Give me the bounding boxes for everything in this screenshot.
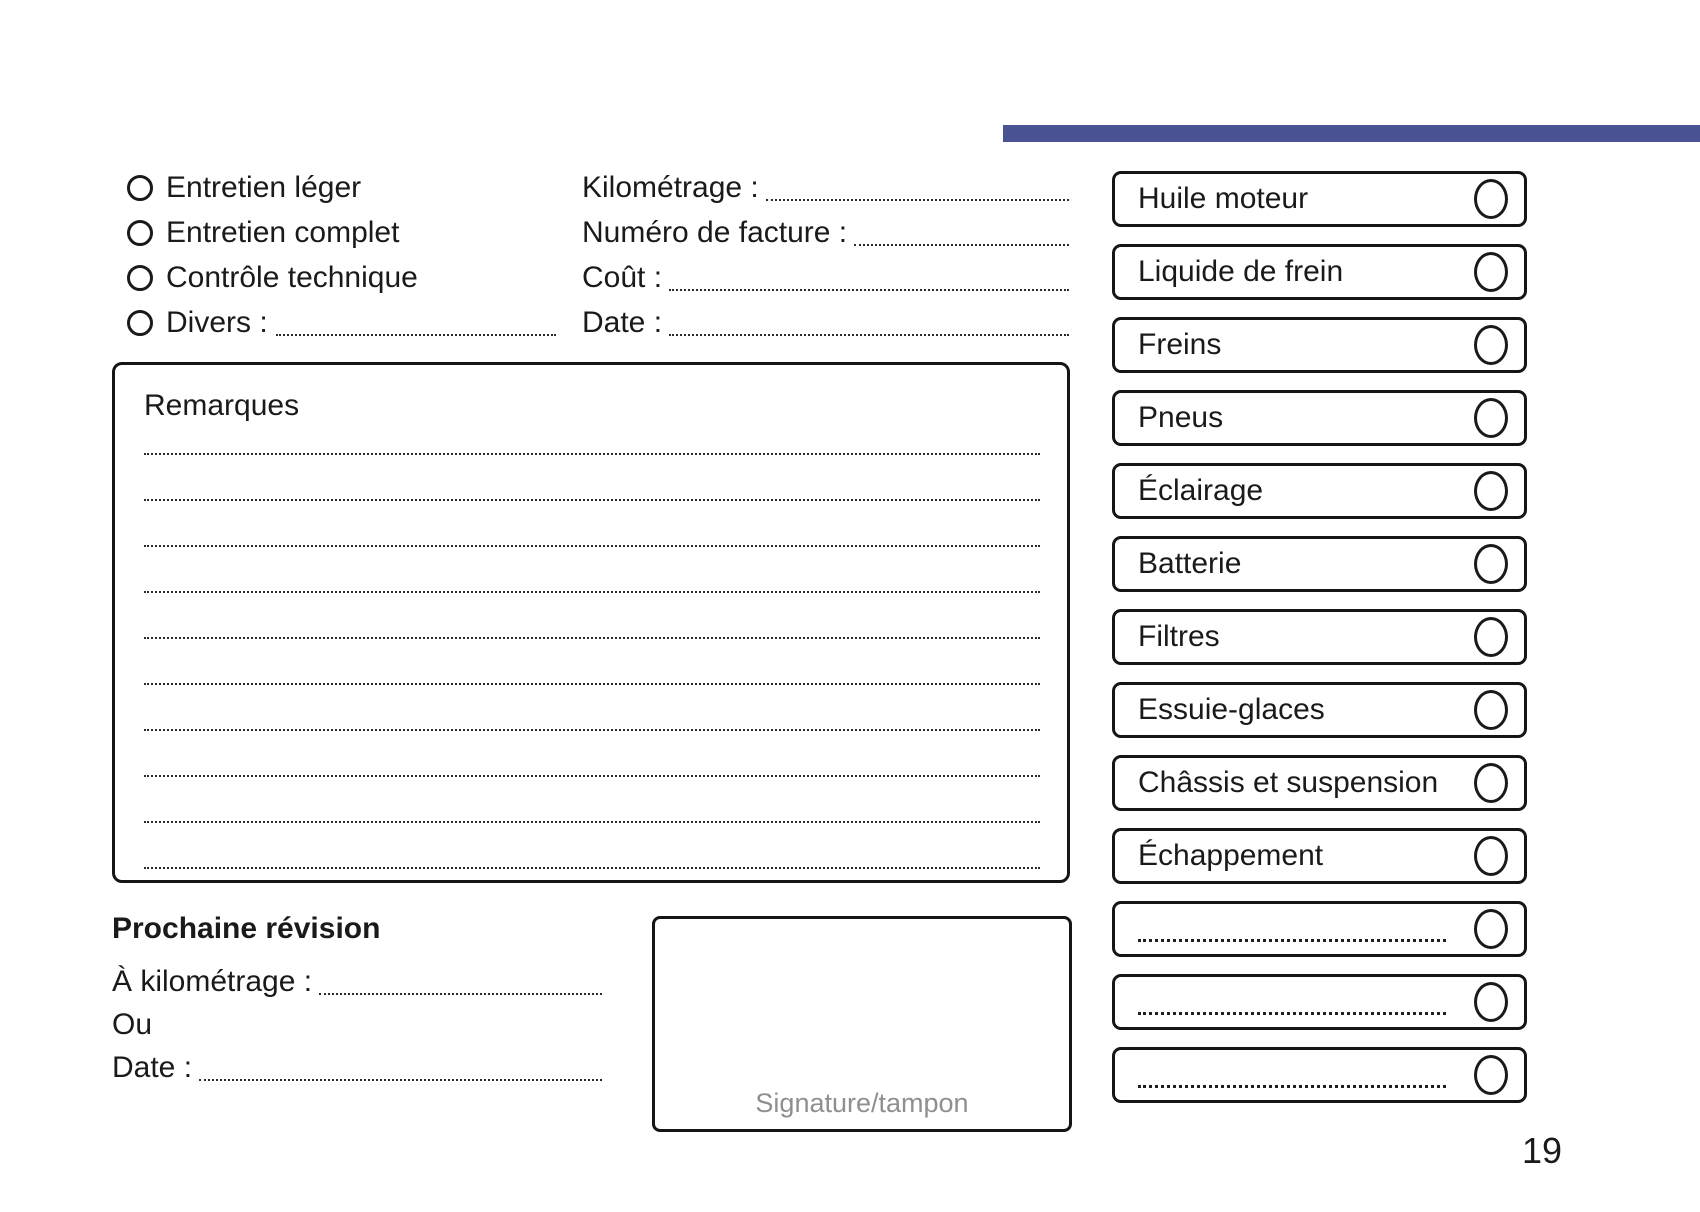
check-circle-icon[interactable] [1474, 544, 1508, 584]
checklist-item-label: Batterie [1138, 547, 1242, 580]
dotted-write-in-line[interactable] [276, 334, 556, 336]
remarks-ruled-line[interactable] [144, 639, 1040, 685]
service-info-fields [582, 165, 1069, 345]
dotted-write-in-line[interactable] [669, 289, 1069, 291]
remarks-title: Remarques [144, 389, 300, 422]
checklist-item [1112, 463, 1527, 519]
dotted-write-in-line[interactable] [199, 1079, 602, 1081]
checklist-item-label: Filtres [1138, 620, 1220, 653]
dotted-write-in-line[interactable] [1138, 1012, 1446, 1015]
signature-box-label: Signature/tampon [755, 1088, 969, 1118]
remarks-ruled-line[interactable] [144, 547, 1040, 593]
field-label: Ou [112, 1007, 153, 1041]
remarks-ruled-line[interactable] [144, 501, 1040, 547]
checklist-item-label: Châssis et suspension [1138, 766, 1439, 799]
remarks-ruled-line[interactable] [144, 823, 1040, 869]
field-label: Date : [582, 305, 663, 339]
check-circle-icon[interactable] [1474, 690, 1508, 730]
header-accent-bar [1003, 125, 1700, 142]
remarks-ruled-line[interactable] [144, 455, 1040, 501]
field-label: Date : [112, 1050, 193, 1084]
dotted-write-in-line[interactable] [1138, 1085, 1446, 1088]
service-type-label: Entretien complet [166, 215, 400, 249]
checklist-item-label: Huile moteur [1138, 182, 1309, 215]
next-service-field-row [112, 1046, 602, 1089]
form-field-row [582, 255, 1069, 300]
checklist-item [1112, 317, 1527, 373]
checklist-item-blank [1112, 974, 1527, 1030]
check-circle-icon[interactable] [1474, 398, 1508, 438]
checklist-item [1112, 828, 1527, 884]
form-field-row [582, 300, 1069, 345]
remarks-ruled-line[interactable] [144, 685, 1040, 731]
next-service-field-row [112, 1003, 602, 1046]
field-label: À kilométrage : [112, 964, 313, 998]
checklist-item [1112, 755, 1527, 811]
check-circle-icon[interactable] [1474, 1055, 1508, 1095]
check-circle-icon[interactable] [1474, 252, 1508, 292]
check-circle-icon[interactable] [1474, 617, 1508, 657]
dotted-write-in-line[interactable] [669, 334, 1069, 336]
form-field-row [582, 210, 1069, 255]
remarks-ruled-line[interactable] [144, 409, 1040, 455]
check-circle-icon[interactable] [1474, 763, 1508, 803]
next-service-field-row [112, 960, 602, 1003]
checklist-item-label: Essuie-glaces [1138, 693, 1325, 726]
service-type-label: Entretien léger [166, 170, 362, 204]
dotted-write-in-line[interactable] [319, 993, 602, 995]
radio-button-icon[interactable] [127, 220, 153, 246]
check-circle-icon[interactable] [1474, 982, 1508, 1022]
checklist-item-label: Éclairage [1138, 474, 1264, 507]
checklist-item-label: Freins [1138, 328, 1222, 361]
radio-button-icon[interactable] [127, 265, 153, 291]
checklist-item [1112, 682, 1527, 738]
inspection-checklist [1112, 171, 1527, 1120]
remarks-ruled-line[interactable] [144, 731, 1040, 777]
service-type-option [127, 255, 556, 300]
next-service-section [112, 912, 602, 1089]
check-circle-icon[interactable] [1474, 471, 1508, 511]
checklist-item [1112, 171, 1527, 227]
dotted-write-in-line[interactable] [854, 244, 1069, 246]
service-type-options [127, 165, 556, 345]
check-circle-icon[interactable] [1474, 909, 1508, 949]
service-type-label: Contrôle technique [166, 260, 418, 294]
form-field-row [582, 165, 1069, 210]
remarks-ruled-line[interactable] [144, 777, 1040, 823]
check-circle-icon[interactable] [1474, 325, 1508, 365]
next-service-title: Prochaine révision [112, 912, 381, 945]
checklist-item-blank [1112, 901, 1527, 957]
service-type-label: Divers : [166, 305, 268, 339]
radio-button-icon[interactable] [127, 175, 153, 201]
checklist-item-blank [1112, 1047, 1527, 1103]
checklist-item-label: Pneus [1138, 401, 1224, 434]
dotted-write-in-line[interactable] [766, 199, 1069, 201]
remarks-write-in-area [144, 409, 1040, 869]
remarks-box [112, 362, 1070, 883]
service-type-option [127, 300, 556, 345]
check-circle-icon[interactable] [1474, 179, 1508, 219]
field-label: Kilométrage : [582, 170, 759, 204]
remarks-ruled-line[interactable] [144, 593, 1040, 639]
checklist-item [1112, 609, 1527, 665]
signature-box[interactable] [652, 916, 1072, 1132]
checklist-item [1112, 390, 1527, 446]
check-circle-icon[interactable] [1474, 836, 1508, 876]
service-type-option [127, 165, 556, 210]
checklist-item-label: Liquide de frein [1138, 255, 1344, 288]
dotted-write-in-line[interactable] [1138, 939, 1446, 942]
field-label: Coût : [582, 260, 663, 294]
field-label: Numéro de facture : [582, 215, 848, 249]
next-service-fields [112, 960, 602, 1089]
checklist-item [1112, 536, 1527, 592]
radio-button-icon[interactable] [127, 310, 153, 336]
checklist-item-label: Échappement [1138, 839, 1324, 872]
checklist-item [1112, 244, 1527, 300]
service-type-option [127, 210, 556, 255]
page-number: 19 [1521, 1130, 1563, 1171]
